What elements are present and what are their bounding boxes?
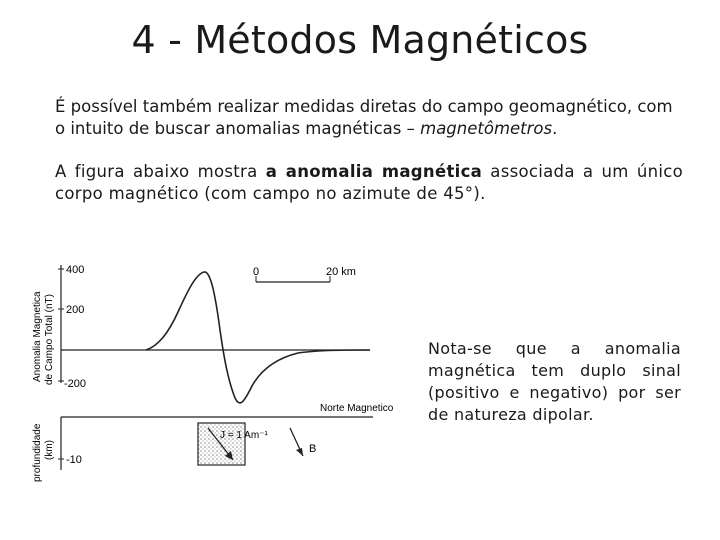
intro-text: É possível também realizar medidas diretas do campo geomagnético, com o intuito de buscar anomalias magnéticas – (55, 97, 673, 138)
tick-label-400: 400 (66, 264, 85, 276)
figure-description-paragraph (55, 161, 683, 205)
scale-label-start: 0 (253, 266, 260, 278)
dipolar-note: Nota-se que a anomalia magnética tem duplo sinal (positivo e negativo) por ser de natureza dipolar. (428, 339, 681, 424)
ylabel-depth-line1: profundidade (32, 423, 43, 482)
ylabel-depth-line2: (km) (44, 440, 55, 460)
tick-label-minus10: -10 (66, 454, 82, 466)
magnetization-label: J = 1 Am⁻¹ (220, 430, 268, 441)
field-label-b: B (309, 443, 317, 455)
field-arrowhead (296, 448, 303, 456)
desc-text-a: A figura abaixo mostra (55, 162, 266, 181)
intro-paragraph (55, 96, 683, 140)
intro-italic-term: magnetômetros (420, 119, 553, 138)
tick-label-minus200: -200 (64, 378, 87, 390)
desc-text-b: associada a um único corpo magnético (com campo no azimute de 45°). (55, 162, 683, 203)
magnetic-anomaly-figure (28, 250, 428, 485)
anomaly-curve (146, 272, 370, 403)
north-magnetic-label: Norte Magnetico (320, 403, 394, 414)
ylabel-anomaly-line1: Anomalia Magnetica (32, 291, 43, 382)
desc-bold-term: a anomalia magnética (265, 162, 483, 181)
scale-label-end: 20 km (326, 266, 356, 278)
ylabel-anomaly-line2: de Campo Total (nT) (44, 294, 55, 385)
tick-label-200: 200 (66, 304, 85, 316)
slide-title: 4 - Métodos Magnéticos (131, 18, 589, 62)
intro-period: . (552, 119, 558, 138)
